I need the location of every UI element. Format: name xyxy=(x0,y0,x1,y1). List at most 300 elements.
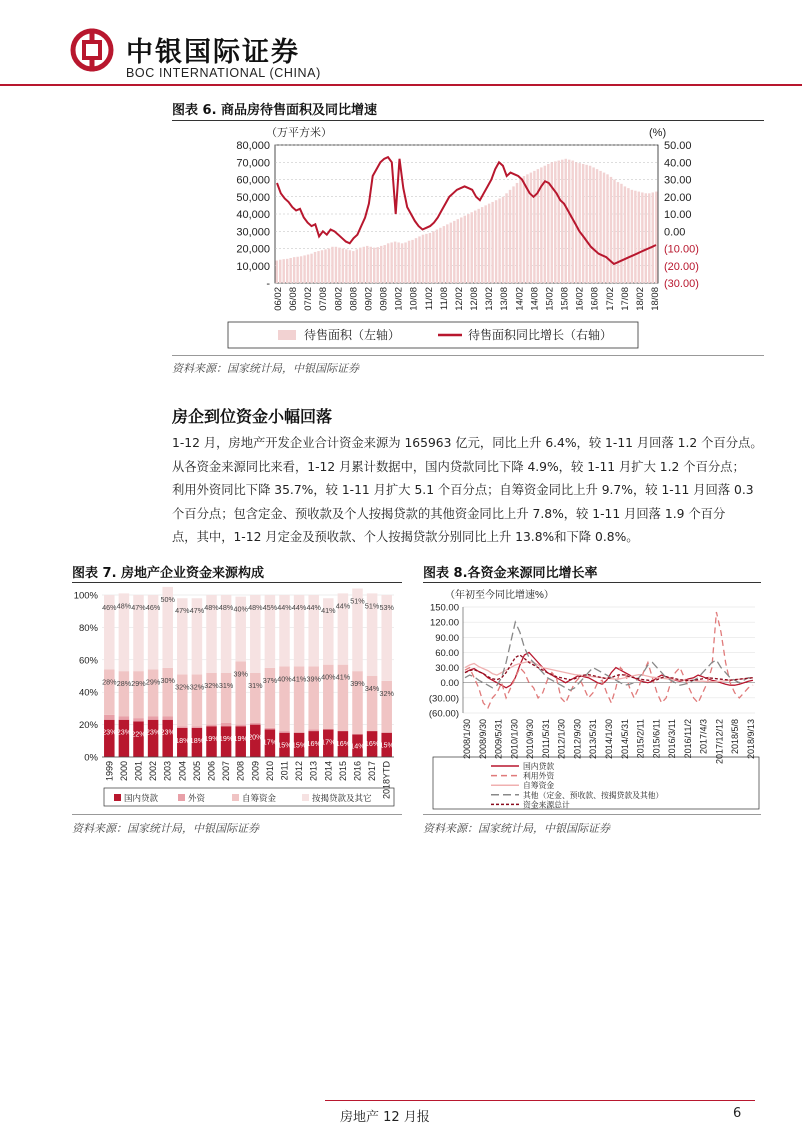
fig7-data-label: 30% xyxy=(160,675,175,685)
fig7-y-tick-label: 0% xyxy=(84,752,98,764)
fig6-x-tick-label: 17/08 xyxy=(619,287,631,311)
fig6-bar xyxy=(342,249,344,284)
fig6-x-tick-label: 08/02 xyxy=(333,287,345,311)
logo-square xyxy=(84,42,100,58)
fig7-chart xyxy=(72,585,402,810)
fig7-data-label: 22% xyxy=(131,729,146,739)
fig6-bar xyxy=(383,245,385,283)
fig7-x-tick-label: 2007 xyxy=(221,761,232,782)
fig6-x-tick-label: 15/08 xyxy=(559,287,571,311)
fig6-bar xyxy=(467,214,469,283)
fig6-bar xyxy=(502,197,504,283)
fig7-data-label: 29% xyxy=(131,679,146,689)
fig6-bar xyxy=(620,184,622,283)
fig7-x-tick-label: 2014 xyxy=(323,761,334,782)
fig6-bar xyxy=(568,160,570,283)
fig6-bar xyxy=(512,186,514,283)
fig6-bar xyxy=(443,226,445,283)
fig7-legend-swatch xyxy=(302,794,309,801)
fig7-data-label: 32% xyxy=(189,682,205,692)
fig6-bar xyxy=(356,249,358,283)
fig6-bar xyxy=(324,249,326,283)
fig6-x-tick-label: 16/08 xyxy=(589,287,601,311)
fig6-bar xyxy=(376,247,378,283)
fig6-right-tick-label: 10.00 xyxy=(664,209,692,221)
fig8-x-tick-label: 2008/1/30 xyxy=(462,719,472,760)
fig6-bar xyxy=(488,204,490,283)
fig7-data-label: 15% xyxy=(379,740,394,750)
fig6-bar xyxy=(613,180,615,284)
brand-name-cn: 中银国际证券 xyxy=(126,37,300,68)
fig7-data-label: 32% xyxy=(379,688,394,698)
fig8-x-tick-label: 2008/9/30 xyxy=(477,719,488,760)
fig6-x-tick-label: 08/08 xyxy=(348,287,360,311)
fig7-data-label: 32% xyxy=(204,680,219,690)
fig7-data-label: 18% xyxy=(175,735,190,745)
fig6-bar xyxy=(286,259,288,283)
fig7-data-label: 15% xyxy=(277,740,292,750)
fig7-bar-segment xyxy=(148,717,159,720)
fig6-bar xyxy=(589,166,591,283)
fig8-x-tick-label: 2009/5/31 xyxy=(493,719,504,760)
fig7-data-label: 41% xyxy=(291,674,307,684)
fig7-bar-segment xyxy=(119,717,130,720)
fig7-data-label: 40% xyxy=(277,674,292,684)
fig6-legend-label-line: 待售面积同比增长（右轴） xyxy=(468,328,613,342)
fig7-data-label: 14% xyxy=(350,741,365,751)
fig8-legend xyxy=(491,761,663,809)
fig7-y-tick-label: 80% xyxy=(78,622,98,634)
fig7-bar-segment xyxy=(145,720,161,757)
fig8-x-tick-label: 2016/11/2 xyxy=(682,719,693,759)
fig7-x-tick-label: 2018YTD xyxy=(381,761,392,800)
fig7-bar-segment xyxy=(133,721,144,757)
fig6-bar xyxy=(338,248,340,283)
fig7-data-label: 16% xyxy=(306,739,321,749)
fig8-title: 图表 8.各资金来源同比增长率 xyxy=(423,566,598,581)
fig6-bar xyxy=(523,176,525,283)
fig6-bar xyxy=(460,217,462,283)
section-heading: 房企到位资金小幅回落 xyxy=(172,407,333,426)
fig7-data-label: 23% xyxy=(102,727,117,737)
fig6-x-tick-label: 14/02 xyxy=(514,287,526,311)
fig8-y-tick-label: (30.00) xyxy=(428,693,459,705)
fig7-source: 资料来源：国家统计局，中银国际证券 xyxy=(72,822,259,835)
fig6-bar xyxy=(464,216,466,283)
footer-title: 房地产 12 月报 xyxy=(340,1110,430,1125)
fig7-data-label: 34% xyxy=(364,684,380,693)
fig6-bar xyxy=(606,174,608,283)
fig6-bar xyxy=(624,186,626,283)
fig8-x-tick-label: 2017/4/3 xyxy=(698,719,709,755)
fig7-legend xyxy=(114,793,372,803)
fig7-bar-segment xyxy=(221,723,232,726)
fig7-data-label: 39% xyxy=(306,674,321,684)
logo-bar-top xyxy=(90,29,95,42)
fig6-bar xyxy=(481,207,483,283)
fig7-data-label: 39% xyxy=(350,679,365,689)
fig8-y-tick-label: 150.00 xyxy=(429,602,459,614)
fig7-data-label: 23% xyxy=(160,727,175,737)
fig6-x-tick-label: 12/08 xyxy=(469,287,481,311)
fig7-data-label: 50% xyxy=(160,594,175,604)
fig8-y-tick-label: 90.00 xyxy=(435,632,459,644)
fig8-x-tick-label: 2018/5/8 xyxy=(730,719,741,755)
fig7-data-label: 48% xyxy=(248,603,263,612)
fig6-x-tick-label: 11/08 xyxy=(438,287,450,311)
fig6-bar xyxy=(519,180,521,284)
fig6-left-tick-label: 70,000 xyxy=(236,157,270,170)
fig8-legend-frame xyxy=(433,757,759,809)
fig6-bar xyxy=(422,235,424,283)
fig7-legend-swatch xyxy=(178,794,185,801)
fig6-bar xyxy=(296,257,298,283)
fig7-data-label: 29% xyxy=(145,677,161,687)
fig7-data-label: 16% xyxy=(335,739,351,749)
fig6-bar xyxy=(453,221,455,283)
fig7-data-label: 41% xyxy=(335,672,351,682)
fig6-left-axis xyxy=(236,140,270,290)
fig6-bar xyxy=(439,228,441,283)
fig7-x-tick-label: 2012 xyxy=(294,761,305,782)
paragraph-line: 1-12 月，房地产开发企业合计资金来源为 165963 亿元，同比上升 6.4%，较 1-11 月回落 1.2 个百分点。 xyxy=(172,436,763,450)
fig7-data-label: 18% xyxy=(189,735,205,745)
fig6-bar xyxy=(349,250,351,283)
fig6-bar xyxy=(359,248,361,283)
fig6-bar xyxy=(307,255,309,283)
fig6-bar xyxy=(491,202,493,283)
fig7-data-label: 28% xyxy=(116,679,132,689)
fig7-bar-segment xyxy=(192,726,203,728)
fig8-x-tick-label: 2012/9/30 xyxy=(572,719,583,760)
fig6-bar xyxy=(282,259,284,283)
fig7-bar-segment xyxy=(308,729,319,731)
fig6-x-tick-label: 16/02 xyxy=(574,287,586,311)
fig7-bar-segment xyxy=(162,720,173,757)
fig7-bar-segment xyxy=(116,671,132,716)
fig6-bar xyxy=(321,250,323,283)
fig7-data-label: 51% xyxy=(364,601,380,611)
fig6-left-tick-label: 10,000 xyxy=(236,260,270,273)
fig6-series-line xyxy=(277,157,656,264)
fig6-bar xyxy=(411,240,413,283)
fig7-x-tick-label: 2009 xyxy=(250,761,261,782)
fig6-bar xyxy=(373,248,375,283)
fig6-bar xyxy=(638,192,640,283)
fig6-x-tick-label: 06/08 xyxy=(288,287,300,311)
fig6-x-tick-label: 10/08 xyxy=(408,287,420,311)
fig7-bar-segment xyxy=(104,670,115,715)
fig6-bar xyxy=(289,258,291,283)
fig7-x-tick-label: 2003 xyxy=(162,761,173,782)
fig6-x-tick-label: 07/02 xyxy=(303,287,315,311)
fig6-bar xyxy=(457,219,459,283)
fig8-source-rule xyxy=(423,814,761,815)
fig7-x-tick-label: 2008 xyxy=(235,761,246,782)
fig6-bar xyxy=(631,190,633,283)
fig7-legend-label: 国内贷款 xyxy=(124,793,159,803)
fig7-bar-segment xyxy=(265,728,276,730)
fig8-y-tick-label: 120.00 xyxy=(429,617,459,629)
fig6-bar xyxy=(293,257,295,283)
fig6-bar xyxy=(537,169,539,283)
fig8-x-tick-label: 2014/5/31 xyxy=(619,719,630,760)
fig6-bar xyxy=(617,182,619,283)
fig6-x-tick-label: 11/02 xyxy=(423,287,435,311)
fig7-title-rule xyxy=(72,582,402,583)
fig8-lines xyxy=(465,612,753,708)
fig7-x-tick-label: 2004 xyxy=(177,761,188,782)
fig8-legend-label: 利用外资 xyxy=(523,771,555,781)
fig8-y-tick-label: 60.00 xyxy=(435,647,459,659)
fig6-x-tick-label: 10/02 xyxy=(393,287,405,311)
fig7-bar-segment xyxy=(133,718,144,721)
fig8-source: 资料来源：国家统计局，中银国际证券 xyxy=(423,822,610,835)
fig7-x-tick-label: 2005 xyxy=(191,761,202,782)
fig7-data-label: 19% xyxy=(218,734,234,744)
fig6-left-tick-label: 30,000 xyxy=(236,226,270,239)
fig6-x-tick-label: 12/02 xyxy=(453,287,465,311)
fig7-x-tick-label: 2000 xyxy=(118,761,129,782)
fig7-bars xyxy=(102,587,394,757)
fig6-bar xyxy=(331,247,333,283)
fig7-data-label: 47% xyxy=(175,606,190,616)
fig7-data-label: 17% xyxy=(262,737,278,747)
fig6-left-tick-label: - xyxy=(266,278,270,290)
fig6-bar xyxy=(335,247,337,283)
fig7-x-tick-label: 2001 xyxy=(133,761,144,782)
fig7-y-tick-label: 100% xyxy=(73,590,98,602)
fig6-left-tick-label: 80,000 xyxy=(236,140,270,152)
fig6-bar xyxy=(533,171,535,283)
fig7-data-label: 48% xyxy=(116,601,132,611)
fig7-data-label: 40% xyxy=(233,604,248,614)
fig6-right-tick-label: (20.00) xyxy=(664,260,699,273)
fig6-bar xyxy=(484,205,486,283)
fig7-bar-segment xyxy=(104,715,115,720)
fig6-bar xyxy=(432,231,434,283)
fig6-bar xyxy=(509,190,511,283)
fig6-x-tick-label: 18/02 xyxy=(634,287,646,311)
fig6-x-tick-label: 13/08 xyxy=(499,287,511,311)
fig6-left-tick-label: 60,000 xyxy=(236,174,270,187)
fig6-x-tick-label: 18/08 xyxy=(650,287,661,311)
fig6-bar xyxy=(652,192,654,283)
fig6-bar xyxy=(477,209,479,283)
fig6-bar xyxy=(415,238,417,283)
brand-name-en: BOC INTERNATIONAL (CHINA) xyxy=(126,66,321,80)
fig6-bar xyxy=(394,242,396,283)
fig6-bar xyxy=(516,183,518,283)
fig6-x-tick-label: 15/02 xyxy=(544,287,556,311)
section-paragraph xyxy=(172,432,764,550)
fig6-bar xyxy=(450,223,452,283)
fig8-legend-label: 资金来源总计 xyxy=(523,800,570,810)
fig7-data-label: 19% xyxy=(233,734,248,744)
fig8-x-tick-label: 2016/3/11 xyxy=(667,719,678,759)
fig7-y-tick-label: 60% xyxy=(78,655,98,667)
fig7-data-label: 48% xyxy=(204,603,219,612)
fig7-bar-segment xyxy=(250,723,261,725)
fig8-y-tick-label: 30.00 xyxy=(435,663,459,675)
fig7-data-label: 44% xyxy=(335,601,351,611)
fig7-bar-segment xyxy=(235,725,246,727)
fig8-series-line xyxy=(465,612,753,708)
fig7-x-tick-label: 2013 xyxy=(308,761,319,782)
fig6-left-unit: （万平方米） xyxy=(266,127,332,139)
logo-bar-bottom xyxy=(90,59,95,72)
fig7-x-tick-label: 1999 xyxy=(104,761,115,782)
fig8-x-tick-label: 2013/5/31 xyxy=(588,719,599,760)
fig7-data-label: 53% xyxy=(379,603,394,612)
fig6-x-tick-label: 14/08 xyxy=(529,287,541,311)
fig6-bar xyxy=(429,233,431,283)
fig6-title-rule xyxy=(172,120,764,121)
fig6-bar xyxy=(471,212,473,283)
fig6-bar xyxy=(366,246,368,283)
fig6-bar xyxy=(380,246,382,283)
fig6-bar xyxy=(530,173,532,283)
fig7-data-label: 19% xyxy=(204,734,219,744)
fig6-bar xyxy=(578,163,580,283)
fig6-right-tick-label: (30.00) xyxy=(664,278,699,290)
fig7-data-label: 37% xyxy=(262,675,278,685)
fig7-legend-label: 自筹资金 xyxy=(242,793,277,803)
fig6-bar xyxy=(585,165,587,283)
fig7-legend-label: 外资 xyxy=(188,793,206,803)
boc-logo xyxy=(70,28,114,72)
fig6-bar xyxy=(370,247,372,283)
fig6-bar xyxy=(314,252,316,283)
fig7-data-label: 44% xyxy=(291,603,307,612)
paragraph-line: 个百分点；包含定金、预收款及个人按揭贷款的其他资金同比上升 7.8%，较 1-11 月回落 1.9 个百分 xyxy=(172,506,726,521)
fig7-data-label: 46% xyxy=(145,603,161,612)
fig6-bar xyxy=(592,167,594,283)
fig7-bar-segment xyxy=(206,725,217,727)
fig8-chart xyxy=(423,585,761,810)
fig6-bar xyxy=(554,161,556,283)
fig6-bar xyxy=(655,192,657,283)
fig6-bar xyxy=(648,193,650,283)
fig6-bar xyxy=(328,249,330,284)
fig6-bar xyxy=(599,171,601,283)
fig7-data-label: 47% xyxy=(189,606,205,616)
fig6-bar xyxy=(352,251,354,283)
fig8-x-tick-label: 2011/5/31 xyxy=(540,719,551,759)
fig6-bar xyxy=(645,193,647,283)
fig8-x-tick-label: 2017/12/12 xyxy=(714,719,725,765)
fig6-left-tick-label: 40,000 xyxy=(236,209,270,221)
fig6-right-tick-label: 0.00 xyxy=(664,226,686,239)
fig7-bar-segment xyxy=(162,717,173,720)
fig7-legend-label: 按揭贷款及其它 xyxy=(312,793,372,803)
fig7-y-tick-label: 20% xyxy=(78,720,98,732)
fig8-x-tick-label: 2014/1/30 xyxy=(604,719,614,760)
fig7-data-label: 23% xyxy=(116,727,132,737)
fig6-legend-label-bar: 待售面积（左轴） xyxy=(304,328,401,342)
fig6-bar xyxy=(408,241,410,283)
fig6-bar xyxy=(641,192,643,283)
fig6-bar xyxy=(634,191,636,283)
fig7-x-tick-label: 2002 xyxy=(148,761,159,782)
fig6-x-tick-label: 17/02 xyxy=(604,287,616,311)
fig7-bar-segment xyxy=(177,726,188,728)
fig7-data-label: 44% xyxy=(277,603,292,612)
fig6-bar xyxy=(390,242,392,283)
fig7-data-label: 16% xyxy=(364,739,380,749)
fig8-legend-label: 其他（定金、预收款、按揭贷款及其他） xyxy=(523,790,664,800)
fig6-legend-swatch-bar xyxy=(278,330,296,340)
fig6-bar xyxy=(436,230,438,283)
page-number: 6 xyxy=(733,1106,742,1121)
fig7-data-label: 39% xyxy=(233,669,248,679)
fig7-x-tick-label: 2006 xyxy=(206,761,217,782)
fig6-source: 资料来源：国家统计局，中银国际证券 xyxy=(172,362,359,375)
fig6-bar xyxy=(498,198,500,283)
fig8-x-tick-label: 2012/1/30 xyxy=(556,719,567,760)
fig6-bar xyxy=(300,256,302,283)
fig6-bar xyxy=(303,255,305,283)
fig7-x-tick-label: 2015 xyxy=(337,761,348,782)
fig6-bar xyxy=(401,243,403,283)
fig6-bar xyxy=(276,261,278,283)
fig6-bar xyxy=(387,243,389,283)
fig7-y-tick-label: 40% xyxy=(78,687,98,699)
fig6-x-tick-label: 07/08 xyxy=(318,287,330,311)
paragraph-line: 点，其中，1-12 月定金及预收款、个人按揭贷款分别同比上升 13.8%和下降 0.8%。 xyxy=(172,530,639,544)
fig8-title-rule xyxy=(423,582,761,583)
fig6-line xyxy=(277,157,656,264)
fig7-data-label: 40% xyxy=(321,672,336,682)
fig6-bar xyxy=(505,193,507,283)
fig6-source-rule xyxy=(172,355,764,356)
fig6-right-tick-label: (10.00) xyxy=(664,243,699,256)
fig8-unit: （年初至今同比增速%） xyxy=(445,590,554,601)
fig8-x-tick-label: 2015/2/11 xyxy=(635,719,646,759)
fig7-data-label: 46% xyxy=(102,603,117,612)
fig7-x-tick-label: 2016 xyxy=(352,761,363,782)
fig7-data-label: 51% xyxy=(350,596,365,606)
fig6-title: 图表 6. 商品房待售面积及同比增速 xyxy=(172,103,378,118)
fig7-data-label: 47% xyxy=(131,603,146,612)
fig6-bar xyxy=(397,242,399,283)
fig6-bar xyxy=(418,236,420,283)
fig7-data-label: 31% xyxy=(248,680,263,690)
fig6-right-tick-label: 20.00 xyxy=(664,191,692,204)
fig6-bar xyxy=(561,160,563,283)
fig7-data-label: 23% xyxy=(145,727,161,737)
header-rule xyxy=(0,84,802,86)
fig6-chart xyxy=(172,122,764,350)
fig6-bar xyxy=(551,162,553,283)
fig7-data-label: 31% xyxy=(218,680,234,690)
fig7-data-label: 45% xyxy=(262,603,278,612)
fig6-x-tick-label: 09/08 xyxy=(378,287,390,311)
fig6-bar xyxy=(363,247,365,283)
fig8-x-tick-label: 2010/9/30 xyxy=(525,719,536,760)
fig7-data-label: 20% xyxy=(248,732,263,742)
fig6-bar xyxy=(317,251,319,283)
fig7-source-rule xyxy=(72,814,402,815)
fig6-bar xyxy=(565,159,567,283)
fig6-x-axis xyxy=(273,287,661,311)
fig6-x-tick-label: 13/02 xyxy=(484,287,496,311)
fig8-x-tick-label: 2010/1/30 xyxy=(509,719,520,760)
fig6-bar xyxy=(610,177,612,283)
fig6-bar xyxy=(582,164,584,283)
fig7-data-label: 28% xyxy=(102,677,117,687)
fig6-right-tick-label: 50.00 xyxy=(664,140,692,152)
